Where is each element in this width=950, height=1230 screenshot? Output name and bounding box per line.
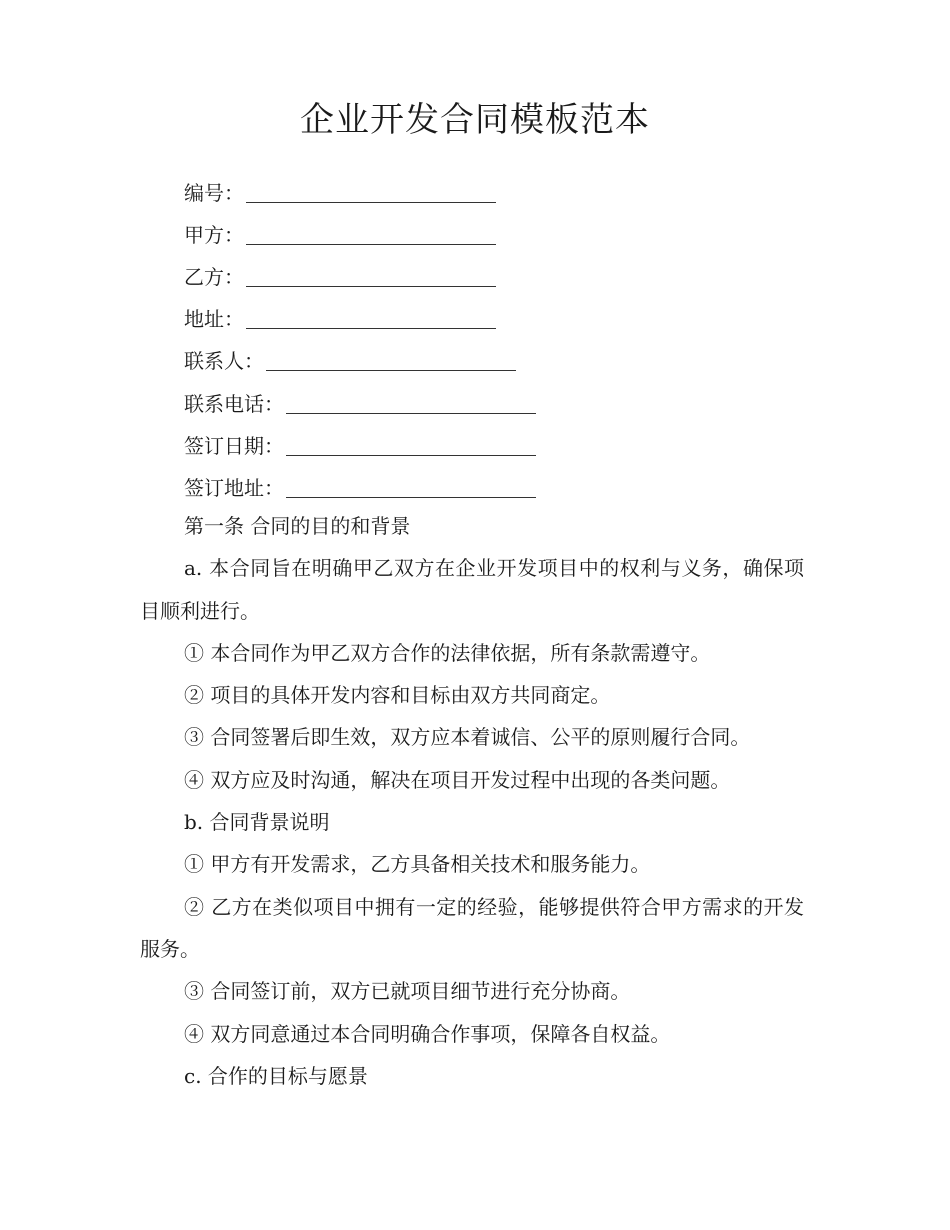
clause-a-item-4: ④ 双方应及时沟通，解决在项目开发过程中出现的各类问题。 <box>184 767 731 792</box>
field-sign-place <box>184 465 536 507</box>
header-fields <box>184 170 536 508</box>
blank-line <box>286 475 536 498</box>
field-number <box>184 170 536 212</box>
field-label: 联系电话： <box>184 391 284 416</box>
clause-b-item-1: ① 甲方有开发需求，乙方具备相关技术和服务能力。 <box>184 852 651 877</box>
article-heading: 第一条 合同的目的和背景 <box>184 514 411 538</box>
field-label: 地址： <box>184 307 244 332</box>
field-contact-phone <box>184 381 536 423</box>
field-party-b <box>184 254 536 296</box>
field-contact-person <box>184 339 536 381</box>
field-label: 甲方： <box>184 222 244 247</box>
blank-line <box>246 222 496 245</box>
field-label: 联系人： <box>184 349 264 374</box>
blank-line <box>246 264 496 287</box>
clause-a-item-2: ② 项目的具体开发内容和目标由双方共同商定。 <box>184 683 611 708</box>
clause-a: a. 本合同旨在明确甲乙双方在企业开发项目中的权利与义务，确保项目顺利进行。 <box>140 556 804 623</box>
field-address <box>184 297 536 339</box>
blank-line <box>286 433 536 456</box>
clause-a-item-1: ① 本合同作为甲乙双方合作的法律依据，所有条款需遵守。 <box>184 640 711 665</box>
clause-b-item-2: ② 乙方在类似项目中拥有一定的经验，能够提供符合甲方需求的开发服务。 <box>140 894 804 961</box>
clause-b-item-4: ④ 双方同意通过本合同明确合作事项，保障各自权益。 <box>184 1021 671 1046</box>
blank-line <box>246 306 496 329</box>
field-sign-date <box>184 423 536 465</box>
blank-line <box>246 180 496 203</box>
clause-c: c. 合作的目标与愿景 <box>184 1063 368 1088</box>
field-label: 签订地址： <box>184 475 284 500</box>
field-label: 乙方： <box>184 264 244 289</box>
blank-line <box>266 348 516 371</box>
document-title: 企业开发合同模板范本 <box>300 100 650 140</box>
clause-b: b. 合同背景说明 <box>184 810 330 835</box>
field-label: 签订日期： <box>184 433 284 458</box>
field-label: 编号： <box>184 180 244 205</box>
contract-body <box>140 505 804 1097</box>
blank-line <box>286 391 536 414</box>
field-party-a <box>184 212 536 254</box>
clause-b-item-3: ③ 合同签订前，双方已就项目细节进行充分协商。 <box>184 979 631 1004</box>
clause-a-item-3: ③ 合同签署后即生效，双方应本着诚信、公平的原则履行合同。 <box>184 725 751 750</box>
